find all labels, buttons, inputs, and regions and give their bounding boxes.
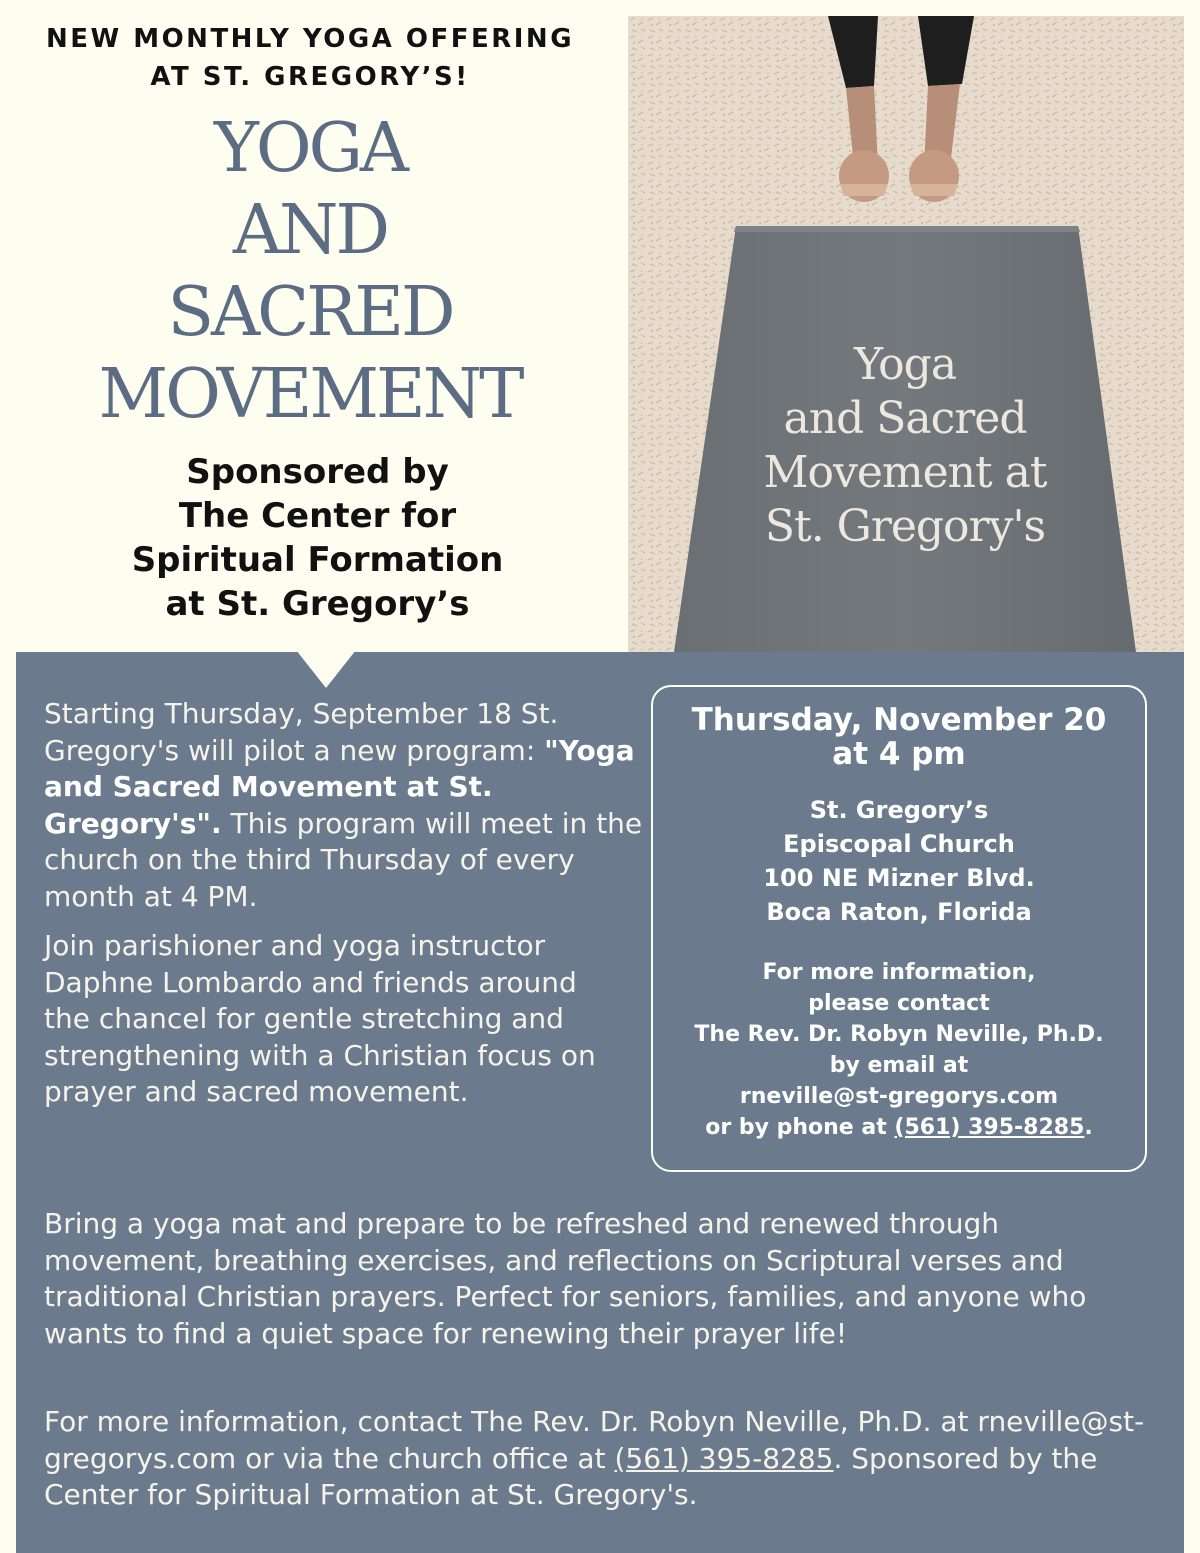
speech-pointer — [296, 650, 356, 688]
contact-paragraph — [44, 1404, 1154, 1514]
intro-text: Starting Thursday, September 18 St. Gregory's will pilot a new program: — [44, 697, 559, 767]
kicker-line: NEW MONTHLY YOGA OFFERING — [45, 24, 575, 54]
email-link[interactable]: rneville@st-gregorys.com — [739, 1084, 1059, 1109]
header-section — [0, 0, 628, 652]
title-line: YOGA — [213, 109, 407, 188]
event-details-box — [651, 685, 1147, 1172]
event-date — [653, 703, 1145, 771]
contact-line: For more information, — [762, 960, 1036, 985]
mat-caption-line: Movement at — [763, 447, 1047, 498]
intro-text-rest: This program will meet in the church on the third Thursday of every month at 4 PM. — [44, 806, 643, 913]
contact-text: For more information, contact The Rev. Dr. Robyn Neville, Ph.D. at rneville@st-gregorys.com or via the church office at — [44, 1405, 1145, 1475]
what-to-bring-paragraph: Bring a yoga mat and prepare to be refreshed and renewed through movement, breathing exercises, and reflections on Scriptural verses and traditional Christian prayers. Perfect for seniors, families, and anyone who wants to find a quiet space for renewing their prayer life! — [44, 1207, 1087, 1350]
sponsor-line: Spiritual Formation — [131, 540, 504, 580]
title-line: AND — [232, 191, 388, 270]
title-line: MOVEMENT — [98, 355, 522, 434]
sponsor-block — [40, 450, 595, 626]
kicker-line: AT ST. GREGORY’S! — [150, 62, 470, 92]
mat-caption-line: Yoga — [853, 339, 957, 390]
event-date-line: Thursday, November 20 — [691, 702, 1107, 738]
location-line: 100 NE Mizner Blvd. — [763, 864, 1035, 892]
contact-line: please contact — [808, 991, 990, 1016]
program-name: "Yoga and Sacred Movement at St. Gregory's". — [44, 733, 635, 840]
contact-line: The Rev. Dr. Robyn Neville, Ph.D. — [694, 1022, 1104, 1047]
mat-caption — [700, 338, 1110, 554]
contact-line: by email at — [829, 1053, 969, 1078]
phone-link[interactable]: (561) 395-8285 — [614, 1441, 834, 1475]
phone-suffix: . — [1084, 1115, 1093, 1140]
mat-caption-line: St. Gregory's — [764, 501, 1046, 552]
title-line: SACRED — [167, 273, 453, 352]
event-time-line: at 4 pm — [832, 736, 966, 772]
sponsor-line: at St. Gregory’s — [165, 584, 470, 624]
contact-text-end: . Sponsored by the Center for Spiritual Formation at St. Gregory's. — [44, 1441, 1098, 1512]
phone-line — [653, 1112, 1145, 1143]
location-line: St. Gregory’s — [809, 796, 989, 824]
instructor-paragraph: Join parishioner and yoga instructor Daphne Lombardo and friends around the chancel for gentle stretching and strengthening with a Christian focus on prayer and sacred movement. — [44, 929, 596, 1109]
page-title — [40, 108, 580, 436]
phone-prefix: or by phone at — [705, 1115, 895, 1140]
kicker-heading — [20, 20, 600, 96]
location-line: Episcopal Church — [783, 830, 1015, 858]
photo-illustration — [628, 16, 1184, 652]
sponsor-line: Sponsored by — [186, 452, 449, 492]
location-line: Boca Raton, Florida — [766, 898, 1032, 926]
mat-caption-line: and Sacred — [783, 393, 1027, 444]
sponsor-line: The Center for — [178, 496, 457, 536]
yoga-mat-photo — [628, 16, 1184, 652]
event-location — [653, 793, 1145, 929]
phone-link[interactable]: (561) 395-8285 — [894, 1115, 1085, 1140]
event-contact — [653, 957, 1145, 1143]
intro-paragraph — [44, 696, 644, 916]
